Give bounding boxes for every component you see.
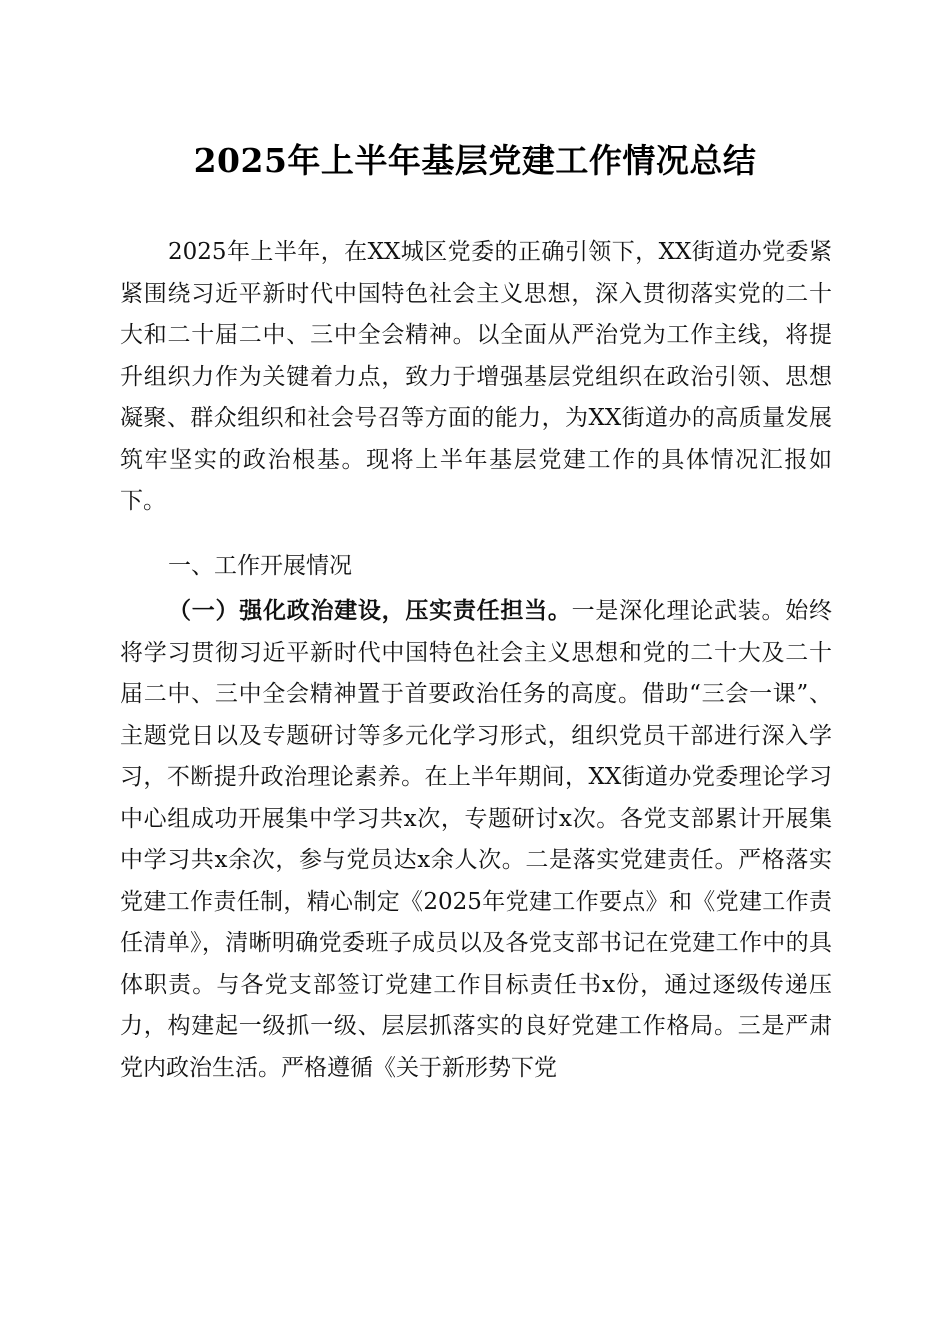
intro-paragraph: 2025年上半年，在XX城区党委的正确引领下，XX街道办党委紧紧围绕习近平新时代中国特色社会主义思想，深入贯彻落实党的二十大和二十届二中、三中全会精神。以全面从严治党为工作主线，将提升组织力作为关键着力点，致力于增强基层党组织在政治引领、思想凝聚、群众组织和社会号召等方面的能力，为XX街道办的高质量发展筑牢坚实的政治根基。现将上半年基层党建工作的具体情况汇报如下。 — [120, 239, 832, 514]
subsection-paragraph-political-building — [120, 590, 832, 1089]
subsection-heading-political-building: （一）强化政治建设，压实责任担当。 — [168, 597, 572, 624]
section-heading-work-progress: 一、工作开展情况 — [168, 553, 352, 579]
subsection-body-political-building: 一是深化理论武装。始终将学习贯彻习近平新时代中国特色社会主义思想和党的二十大及二十届二中、三中全会精神置于首要政治任务的高度。借助“三会一课”、主题党日以及专题研讨等多元化学习形式，组织党员干部进行深入学习，不断提升政治理论素养。在上半年期间，XX街道办党委理论学习中心组成功开展集中学习共x次，专题研讨x次。各党支部累计开展集中学习共x余次，参与党员达x余人次。二是落实党建责任。严格落实党建工作责任制，精心制定《2025年党建工作要点》和《党建工作责任清单》，清晰明确党委班子成员以及各党支部书记在党建工作中的具体职责。与各党支部签订党建工作目标责任书x份，通过逐级传递压力，构建起一级抓一级、层层抓落实的良好党建工作格局。三是严肃党内政治生活。严格遵循《关于新形势下党 — [120, 598, 833, 1081]
document-title: 2025年上半年基层党建工作情况总结 — [193, 141, 757, 180]
